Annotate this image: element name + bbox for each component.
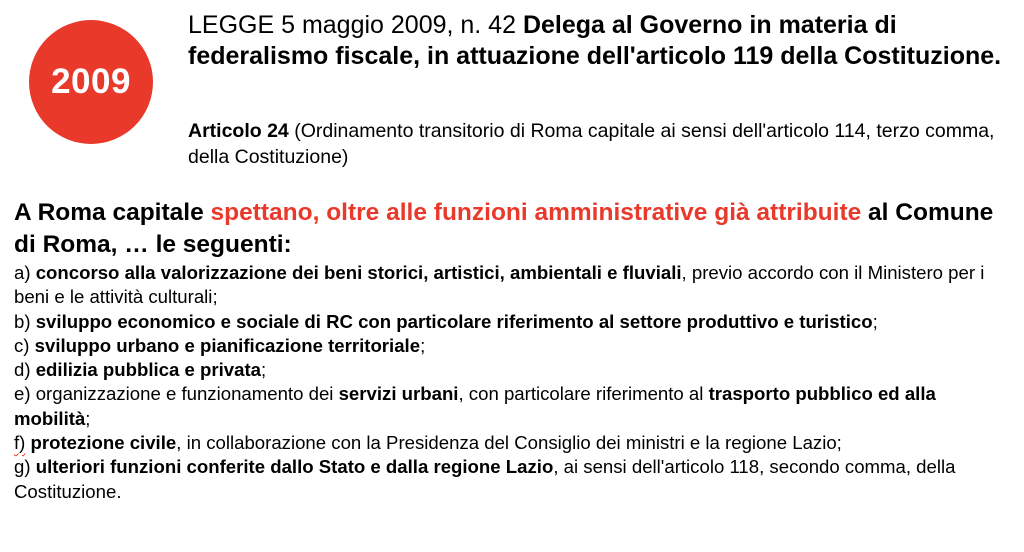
function-list <box>14 261 1014 504</box>
item-text: ; <box>260 359 267 381</box>
item-letter: g) <box>14 456 31 478</box>
item-bold: sviluppo urbano e pianificazione territoriale <box>34 334 421 356</box>
item-text: , con particolare riferimento al <box>458 383 709 405</box>
item-letter: e) <box>14 383 31 405</box>
lead-highlight: spettano, oltre alle funzioni amministrative già attribuite <box>210 199 862 226</box>
item-text: , in collaborazione con la Presidenza del Consiglio dei ministri e la regione Lazio; <box>176 432 842 454</box>
lead-paragraph <box>14 197 1014 261</box>
law-reference: LEGGE 5 maggio 2009, n. 42 <box>188 11 523 39</box>
item-bold: servizi urbani <box>338 383 459 405</box>
list-item-b <box>14 310 1014 334</box>
year-badge-label: 2009 <box>51 62 131 101</box>
item-bold: concorso alla valorizzazione dei beni storici, artistici, ambientali e fluviali <box>35 262 682 283</box>
item-bold: sviluppo economico e sociale di RC con particolare riferimento al settore produttivo e turistico <box>35 310 873 332</box>
article-description: (Ordinamento transitorio di Roma capitale ai sensi dell'articolo 114, terzo comma, della Costituzione) <box>188 120 995 168</box>
lead-part-1: A Roma capitale <box>14 199 211 226</box>
item-bold: protezione civile <box>30 432 177 454</box>
law-header <box>188 10 1008 72</box>
list-item-a <box>14 261 1014 310</box>
item-text: ; <box>420 334 426 356</box>
item-letter: c) <box>14 334 30 356</box>
list-item-d <box>14 358 1014 382</box>
item-letter: b) <box>14 310 31 332</box>
law-title: Delega al Governo in materia di federalismo fiscale, in attuazione dell'articolo 119 della Costituzione. <box>188 11 1002 70</box>
list-item-g <box>14 455 1014 504</box>
item-text: organizzazione e funzionamento dei <box>30 383 339 405</box>
year-badge <box>29 20 153 144</box>
item-text: ; <box>872 310 878 332</box>
item-bold: edilizia pubblica e privata <box>35 359 261 381</box>
article-label: Articolo 24 <box>188 120 289 142</box>
item-letter: d) <box>14 359 31 381</box>
item-text: , ai sensi dell'articolo 118, secondo comma, della Costituzione. <box>14 456 956 502</box>
item-letter: a) <box>14 262 31 283</box>
list-item-c <box>14 334 1014 358</box>
item-bold: ulteriori funzioni conferite dallo Stato e dalla regione Lazio <box>35 456 554 478</box>
list-item-e <box>14 382 1014 431</box>
item-letter: f) <box>14 432 26 454</box>
item-text: ; <box>85 407 91 429</box>
item-text: , previo accordo con il Ministero per i beni e le attività culturali; <box>14 262 985 308</box>
item-bold: trasporto pubblico ed alla mobilità <box>14 383 936 429</box>
list-item-f <box>14 431 1014 455</box>
law-article <box>188 118 1018 170</box>
lead-part-2: al Comune di Roma, … le seguenti: <box>14 199 994 258</box>
